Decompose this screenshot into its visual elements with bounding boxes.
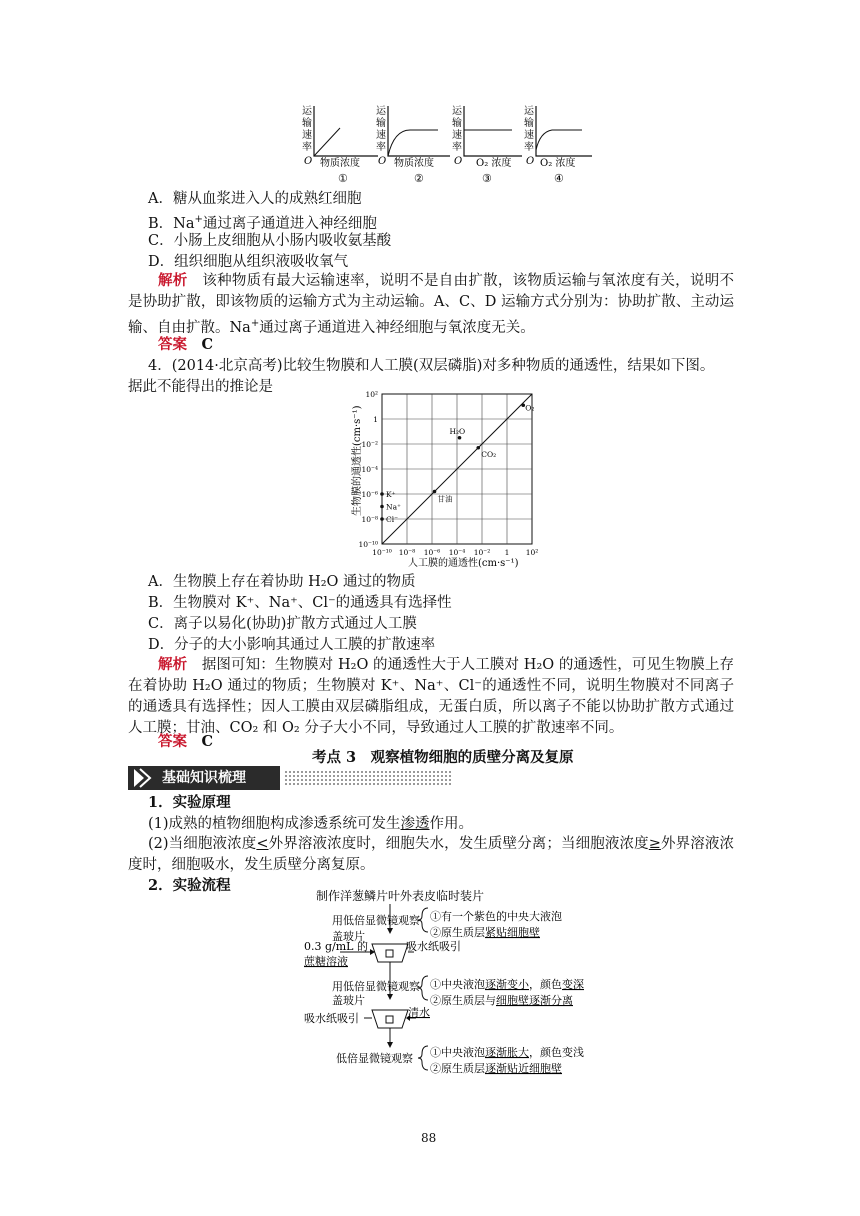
y-axis-label-2d: 率 (376, 142, 386, 153)
flow-absorb1: 吸水纸吸引 (406, 940, 461, 953)
data-point-label: K⁺ (386, 490, 396, 499)
slide-icon-2 (372, 1010, 408, 1028)
flow-conc: 0.3 g/mL 的 (304, 940, 368, 953)
data-point-label: Cl⁻ (386, 515, 399, 524)
flow-obs3-a (430, 1045, 584, 1059)
chart-grid (382, 394, 535, 544)
y-axis-label-4c: 速 (524, 130, 534, 141)
q3-analysis-sup: + (250, 318, 260, 329)
chart-ylabel: 生物膜的通透性(cm·s⁻¹) (352, 405, 363, 516)
data-point-label: 甘油 (437, 494, 453, 504)
section-banner-text: 基础知识梳理 (162, 770, 246, 786)
x-tick-label: 1 (504, 548, 510, 557)
y-axis-label-4d: 率 (524, 142, 534, 153)
origin-2: O (378, 156, 387, 167)
q3-analysis-text-2: 通过离子通道进入神经细胞与氧浓度无关。 (259, 319, 535, 336)
q4-analysis-text: 据图可知：生物膜对 H₂O 的通透性大于人工膜对 H₂O 的通透性，可见生物膜上存在着协助 H₂O 通过的物质；生物膜对 K⁺、Na⁺、Cl⁻的通透性不同，说明生物膜对不同离子的通透具有选择性；因人工膜由双层磷脂组成，无蛋白质，所以离子不能以协助扩散方式通过人工膜；甘油、CO₂ 和 O₂ 分子大小不同，导致通过人工膜的扩散速率不同。 (128, 657, 735, 736)
graph-3-xlabel: O₂ 浓度 (476, 158, 512, 169)
experiment-flowchart (290, 886, 620, 1078)
section-p2-lt: < (256, 836, 269, 852)
x-tick-label: 10⁻⁶ (423, 548, 441, 557)
y-axis-label-1d: 率 (302, 142, 312, 153)
graph-2-number: ② (414, 172, 424, 185)
flow-obs3-b-underline: 逐渐贴近细胞壁 (485, 1062, 562, 1075)
q3-option-b-sup: + (194, 214, 203, 225)
flow-obs2: 用低倍显微镜观察 (332, 980, 420, 993)
q4-answer (158, 732, 213, 752)
q3-option-b-pre: B．Na (148, 215, 195, 232)
section-p2-b: 外界溶液浓度时，细胞失水，发生质壁分离；当细胞液浓度 (268, 836, 649, 852)
graph-1 (302, 105, 378, 185)
section-p2-d: 浓度时，细胞吸水，发生质壁分离复原。 (128, 836, 735, 873)
y-tick-label: 10² (365, 390, 378, 399)
x-tick-label: 10⁻⁴ (448, 548, 466, 557)
y-tick-label: 10⁻¹⁰ (358, 540, 378, 549)
flow-obs2-a-pre: ①中央液泡 (430, 978, 485, 991)
section-heading-2: 2．实验流程 (148, 877, 231, 894)
x-tick-label: 10⁻⁸ (398, 548, 416, 557)
section-title: 考点 3 观察植物细胞的质壁分离及复原 (312, 749, 574, 766)
data-point (433, 490, 437, 494)
q3-option-c: C．小肠上皮细胞从小肠内吸收氨基酸 (148, 233, 392, 249)
flow-obs2-a-underline: 逐渐变小 (485, 978, 529, 991)
section-p1 (148, 814, 473, 834)
y-axis-label-1c: 速 (302, 130, 312, 141)
flow-cover2: 盖玻片 (332, 994, 365, 1007)
chevron-right-icon (132, 768, 156, 788)
y-axis-label-2a: 运 (376, 106, 386, 117)
q4-analysis-tag: 解析 (158, 656, 188, 673)
section-p1-pre: (1)成熟的植物细胞构成渗透系统可发生 (148, 816, 401, 832)
data-point-label: O₂ (525, 403, 535, 413)
y-axis-label-2c: 速 (376, 130, 386, 141)
graph-3 (452, 105, 522, 185)
section-p1-post: 作用。 (429, 816, 474, 832)
flow-sucrose: 蔗糖溶液 (304, 955, 348, 968)
data-point (476, 446, 480, 450)
data-point (380, 492, 384, 496)
section-p2-a: (2)当细胞液浓度 (148, 836, 257, 852)
section-p2 (128, 834, 734, 876)
page-number: 88 (421, 1131, 437, 1145)
section-heading-1: 1．实验原理 (148, 794, 231, 811)
x-tick-label: 10² (525, 548, 539, 557)
chart-points (380, 403, 534, 524)
y-axis-label-1a: 运 (302, 106, 312, 117)
y-axis-label-3d: 率 (452, 142, 462, 153)
data-point-label: CO₂ (481, 449, 497, 459)
permeability-chart (340, 388, 550, 572)
flow-obs2-a-underline2: 变深 (562, 978, 584, 991)
flow-top-label: 制作洋葱鳞片叶外表皮临时装片 (316, 889, 485, 903)
y-axis-label-3c: 速 (452, 130, 462, 141)
y-tick-label: 10⁻⁴ (361, 465, 378, 474)
origin-1: O (304, 156, 313, 167)
q4-option-a: A．生物膜上存在着协助 H₂O 通过的物质 (148, 574, 416, 590)
section-banner (128, 766, 280, 790)
y-tick-label: 10⁻² (361, 440, 378, 449)
y-tick-label: 1 (373, 415, 378, 424)
y-axis-label-3b: 输 (452, 118, 462, 129)
flow-obs2-a-post: ，颜色 (529, 978, 562, 991)
flow-obs3-b-pre: ②原生质层 (430, 1062, 485, 1075)
y-axis-label-3a: 运 (452, 106, 462, 117)
q3-option-b-post: 通过离子通道进入神经细胞 (202, 215, 377, 232)
y-axis-label-4a: 运 (524, 106, 534, 117)
q3-analysis-text-1: 该种物质有最大运输速率，说明不是自由扩散，该物质运输与氧浓度有关，说明不是协助扩散，即该物质的运输方式为主动运输。A、C、D 运输方式分别为：协助扩散、主动运输、自由扩散。Na (128, 273, 735, 336)
q3-answer-value: C (201, 336, 214, 353)
flow-obs2-a (430, 977, 584, 991)
flow-obs1: 用低倍显微镜观察 (332, 914, 420, 927)
q3-analysis (128, 270, 734, 339)
q3-option-d: D．组织细胞从组织液吸收氧气 (148, 254, 349, 270)
q4-stem-1: 4．(2014·北京高考)比较生物膜和人工膜(双层磷脂)对多种物质的通透性，结果如下图。 (148, 358, 715, 374)
graph-4 (524, 105, 592, 185)
flow-obs1-b-pre: ②原生质层 (430, 926, 485, 939)
q4-answer-tag: 答案 (158, 733, 187, 750)
flow-obs3-a-post: ，颜色变浅 (529, 1046, 584, 1059)
graph-4-number: ④ (554, 172, 564, 185)
q4-option-c: C．离子以易化(协助)扩散方式通过人工膜 (148, 616, 417, 632)
flow-obs2-b (430, 993, 573, 1007)
flow-obs1-b-underline: 紧贴细胞壁 (485, 926, 540, 939)
graph-1-number: ① (338, 172, 348, 185)
graph-2-xlabel: 物质浓度 (394, 158, 434, 169)
q4-analysis (128, 654, 734, 739)
y-tick-label: 10⁻⁸ (361, 515, 378, 524)
graph-2 (376, 105, 450, 185)
flow-obs3-a-pre: ①中央液泡 (430, 1046, 485, 1059)
q3-option-a: A．糖从血浆进入人的成熟红细胞 (148, 191, 362, 207)
x-tick-label: 10⁻² (473, 548, 491, 557)
slide-icon-1 (372, 944, 408, 962)
data-point (380, 505, 384, 509)
flow-water: 清水 (408, 1006, 430, 1019)
y-tick-label: 10⁻⁶ (361, 490, 378, 499)
flow-obs1-a: ①有一个紫色的中央大液泡 (430, 910, 562, 923)
data-point (380, 517, 384, 521)
q4-option-b: B．生物膜对 K⁺、Na⁺、Cl⁻的通透具有选择性 (148, 595, 452, 611)
flow-obs3: 低倍显微镜观察 (336, 1052, 413, 1065)
section-p2-ge: ≥ (648, 836, 661, 852)
graph-3-number: ③ (482, 172, 492, 185)
origin-4: O (526, 156, 535, 167)
banner-dotted-rule (284, 770, 452, 786)
flow-obs2-b-pre: ②原生质层与 (430, 994, 496, 1007)
q4-option-d: D．分子的大小影响其通过人工膜的扩散速率 (148, 637, 436, 653)
data-point-label: Na⁺ (386, 502, 401, 512)
data-point (458, 436, 462, 440)
graph-1-xlabel: 物质浓度 (320, 158, 360, 169)
flow-obs3-b (430, 1061, 562, 1075)
q3-answer (158, 335, 213, 355)
flow-obs3-a-underline: 逐渐胀大 (485, 1046, 529, 1059)
flow-obs2-b-underline: 细胞壁逐渐分离 (496, 994, 573, 1007)
q4-answer-value: C (201, 733, 214, 750)
q3-answer-tag: 答案 (158, 336, 187, 353)
transport-rate-graphs (296, 102, 596, 188)
flow-absorb2: 吸水纸吸引 (304, 1012, 359, 1025)
graph-4-xlabel: O₂ 浓度 (540, 158, 576, 169)
y-axis-label-1b: 输 (302, 118, 312, 129)
section-p1-underline: 渗透 (400, 816, 430, 832)
flow-obs1-b (430, 925, 540, 939)
data-point-label: H₂O (449, 426, 466, 436)
chart-xlabel: 人工膜的通透性(cm·s⁻¹) (408, 558, 519, 569)
section-p2-c: 外界溶液 (660, 836, 720, 852)
y-axis-label-2b: 输 (376, 118, 386, 129)
q3-analysis-tag: 解析 (158, 272, 188, 289)
y-axis-label-4b: 输 (524, 118, 534, 129)
x-tick-label: 10⁻¹⁰ (372, 548, 392, 557)
q4-stem-2: 据此不能得出的推论是 (128, 379, 273, 395)
flow-cover1: 盖玻片 (332, 930, 365, 943)
origin-3: O (454, 156, 463, 167)
